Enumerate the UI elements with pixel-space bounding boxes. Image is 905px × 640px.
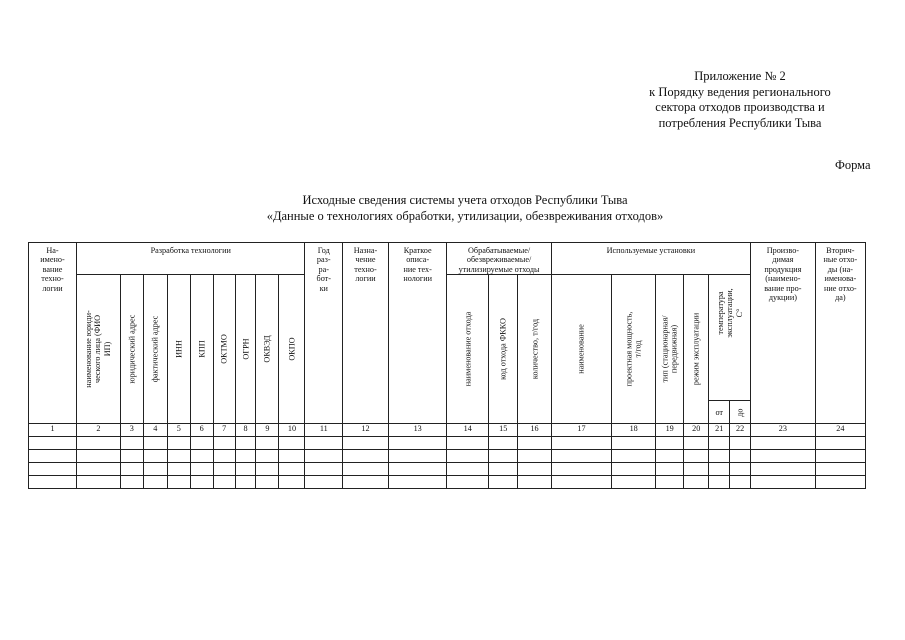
header-installation-name: наименование xyxy=(551,275,612,424)
column-number: 9 xyxy=(256,424,279,437)
column-number: 3 xyxy=(120,424,143,437)
table-cell xyxy=(167,437,190,450)
table-cell xyxy=(305,463,343,476)
header-installations: Используемые установки xyxy=(551,243,750,275)
column-number: 5 xyxy=(167,424,190,437)
header-fkko-code: код отхода ФККО xyxy=(489,275,518,424)
table-cell xyxy=(612,437,656,450)
header-ogrn: ОГРН xyxy=(235,275,256,424)
table-cell xyxy=(447,437,489,450)
table-cell xyxy=(167,450,190,463)
table-cell xyxy=(213,450,235,463)
table-cell xyxy=(751,437,816,450)
table-cell xyxy=(29,463,77,476)
table-cell xyxy=(709,463,730,476)
column-number: 17 xyxy=(551,424,612,437)
table-cell xyxy=(190,437,213,450)
table-cell xyxy=(279,450,305,463)
table-cell xyxy=(551,437,612,450)
column-number: 12 xyxy=(343,424,389,437)
document-title xyxy=(150,192,780,224)
table-cell xyxy=(388,463,446,476)
column-number: 16 xyxy=(518,424,551,437)
table-cell xyxy=(751,463,816,476)
table-cell xyxy=(77,437,121,450)
table-cell xyxy=(815,463,865,476)
table-cell xyxy=(77,450,121,463)
table-cell xyxy=(167,463,190,476)
table-cell xyxy=(77,476,121,489)
appendix-note xyxy=(610,69,870,131)
table-cell xyxy=(305,437,343,450)
header-year: Год раз- ра- бот- ки xyxy=(305,243,343,424)
title-line-2: «Данные о технологиях обработки, утилизации, обезвреживания отходов» xyxy=(266,209,664,223)
header-inn: ИНН xyxy=(167,275,190,424)
header-secondary-waste: Вторич- ные отхо- ды (на- именова- ние отхо- да) xyxy=(815,243,865,424)
table-cell xyxy=(235,450,256,463)
table-cell xyxy=(305,450,343,463)
header-produced: Произво- димая продукция (наимено- вание про- дукции) xyxy=(751,243,816,424)
header-quantity: количество, т/год xyxy=(518,275,551,424)
table-cell xyxy=(518,437,551,450)
column-number: 24 xyxy=(815,424,865,437)
table-cell xyxy=(143,463,167,476)
column-number: 14 xyxy=(447,424,489,437)
header-operation-mode: режим эксплуатации xyxy=(684,275,709,424)
table-cell xyxy=(120,463,143,476)
title-line-1: Исходные сведения системы учета отходов Республики Тыва xyxy=(302,193,628,207)
header-actual-address: фактический адрес xyxy=(143,275,167,424)
table-cell xyxy=(612,450,656,463)
table-cell xyxy=(388,450,446,463)
header-temp-from: от xyxy=(709,401,730,424)
table-cell xyxy=(709,437,730,450)
table-cell xyxy=(730,463,751,476)
table-cell xyxy=(143,476,167,489)
table-cell xyxy=(343,450,389,463)
table-cell xyxy=(190,450,213,463)
table-cell xyxy=(656,463,684,476)
table-cell xyxy=(143,450,167,463)
table-row xyxy=(29,437,866,450)
column-number: 4 xyxy=(143,424,167,437)
table-cell xyxy=(709,450,730,463)
table-cell xyxy=(256,476,279,489)
column-number: 10 xyxy=(279,424,305,437)
table-cell xyxy=(213,463,235,476)
table-cell xyxy=(612,476,656,489)
table-cell xyxy=(815,450,865,463)
table-cell xyxy=(815,437,865,450)
table-cell xyxy=(815,476,865,489)
table-cell xyxy=(656,476,684,489)
table-cell xyxy=(235,437,256,450)
table-cell xyxy=(684,450,709,463)
table-cell xyxy=(190,476,213,489)
table-cell xyxy=(518,476,551,489)
table-cell xyxy=(279,476,305,489)
table-cell xyxy=(612,463,656,476)
header-installation-type: тип (стационарная/ передвижная) xyxy=(656,275,684,424)
column-number: 11 xyxy=(305,424,343,437)
header-temp-to: до xyxy=(730,401,751,424)
table-cell xyxy=(551,476,612,489)
table-cell xyxy=(489,450,518,463)
table-cell xyxy=(29,450,77,463)
data-rows xyxy=(29,437,866,489)
table-cell xyxy=(120,476,143,489)
form-label: Форма xyxy=(835,158,871,172)
table-cell xyxy=(656,437,684,450)
table-cell xyxy=(305,476,343,489)
table-cell xyxy=(518,450,551,463)
column-numbers-row xyxy=(29,424,866,437)
column-number: 22 xyxy=(730,424,751,437)
column-number: 8 xyxy=(235,424,256,437)
table-cell xyxy=(684,463,709,476)
header-okved: ОКВЭД xyxy=(256,275,279,424)
table-cell xyxy=(190,463,213,476)
appendix-line: к Порядку ведения регионального xyxy=(649,84,831,99)
table-cell xyxy=(447,450,489,463)
table-cell xyxy=(730,476,751,489)
column-number: 13 xyxy=(388,424,446,437)
table-cell xyxy=(279,463,305,476)
table-cell xyxy=(343,437,389,450)
table-cell xyxy=(120,437,143,450)
appendix-line: сектора отходов производства и xyxy=(655,100,825,115)
header-temperature: температура эксплуатации, С° xyxy=(709,275,751,401)
table-cell xyxy=(235,463,256,476)
table-cell xyxy=(489,463,518,476)
header-design-capacity: проектная мощность, т/год xyxy=(612,275,656,424)
table-cell xyxy=(751,476,816,489)
technology-table xyxy=(28,242,866,489)
table-cell xyxy=(29,437,77,450)
appendix-line: потребления Республики Тыва xyxy=(658,115,822,130)
table-cell xyxy=(256,450,279,463)
table-cell xyxy=(447,463,489,476)
column-number: 20 xyxy=(684,424,709,437)
table-cell xyxy=(213,476,235,489)
header-technology-name: На- имено- вание техно- логии xyxy=(29,243,77,424)
table-cell xyxy=(730,450,751,463)
table-cell xyxy=(167,476,190,489)
table-cell xyxy=(684,437,709,450)
header-waste-name: наименование отхода xyxy=(447,275,489,424)
appendix-line: Приложение № 2 xyxy=(694,69,786,83)
header-legal-address: юридический адрес xyxy=(120,275,143,424)
column-number: 6 xyxy=(190,424,213,437)
table-cell xyxy=(256,437,279,450)
table-cell xyxy=(256,463,279,476)
table-row xyxy=(29,463,866,476)
header-okpo: ОКПО xyxy=(279,275,305,424)
table-cell xyxy=(29,476,77,489)
column-number: 18 xyxy=(612,424,656,437)
table-cell xyxy=(656,450,684,463)
header-legal-name: наименование юриди- ческого лица (ФИО ИП) xyxy=(77,275,121,424)
table-cell xyxy=(343,476,389,489)
table-cell xyxy=(684,476,709,489)
table-cell xyxy=(343,463,389,476)
column-number: 19 xyxy=(656,424,684,437)
table-cell xyxy=(551,450,612,463)
table-cell xyxy=(489,476,518,489)
table-cell xyxy=(77,463,121,476)
table-cell xyxy=(213,437,235,450)
column-number: 21 xyxy=(709,424,730,437)
table-cell xyxy=(709,476,730,489)
column-number: 7 xyxy=(213,424,235,437)
table-row xyxy=(29,450,866,463)
header-oktmo: ОКТМО xyxy=(213,275,235,424)
table-cell xyxy=(279,437,305,450)
table-cell xyxy=(388,437,446,450)
header-purpose: Назна- чение техно- логии xyxy=(343,243,389,424)
table-cell xyxy=(751,450,816,463)
table-cell xyxy=(447,476,489,489)
column-number: 15 xyxy=(489,424,518,437)
table-cell xyxy=(518,463,551,476)
table-cell xyxy=(235,476,256,489)
column-number: 1 xyxy=(29,424,77,437)
table-cell xyxy=(143,437,167,450)
column-number: 23 xyxy=(751,424,816,437)
header-description: Краткое описа- ние тех- нологии xyxy=(388,243,446,424)
header-waste-group: Обрабатываемые/ обезвреживаемые/ утилизируемые отходы xyxy=(447,243,551,275)
column-number: 2 xyxy=(77,424,121,437)
header-kpp: КПП xyxy=(190,275,213,424)
table-cell xyxy=(551,463,612,476)
table-cell xyxy=(120,450,143,463)
table-cell xyxy=(730,437,751,450)
table-row xyxy=(29,476,866,489)
header-development: Разработка технологии xyxy=(77,243,305,275)
table-cell xyxy=(388,476,446,489)
table-cell xyxy=(489,437,518,450)
